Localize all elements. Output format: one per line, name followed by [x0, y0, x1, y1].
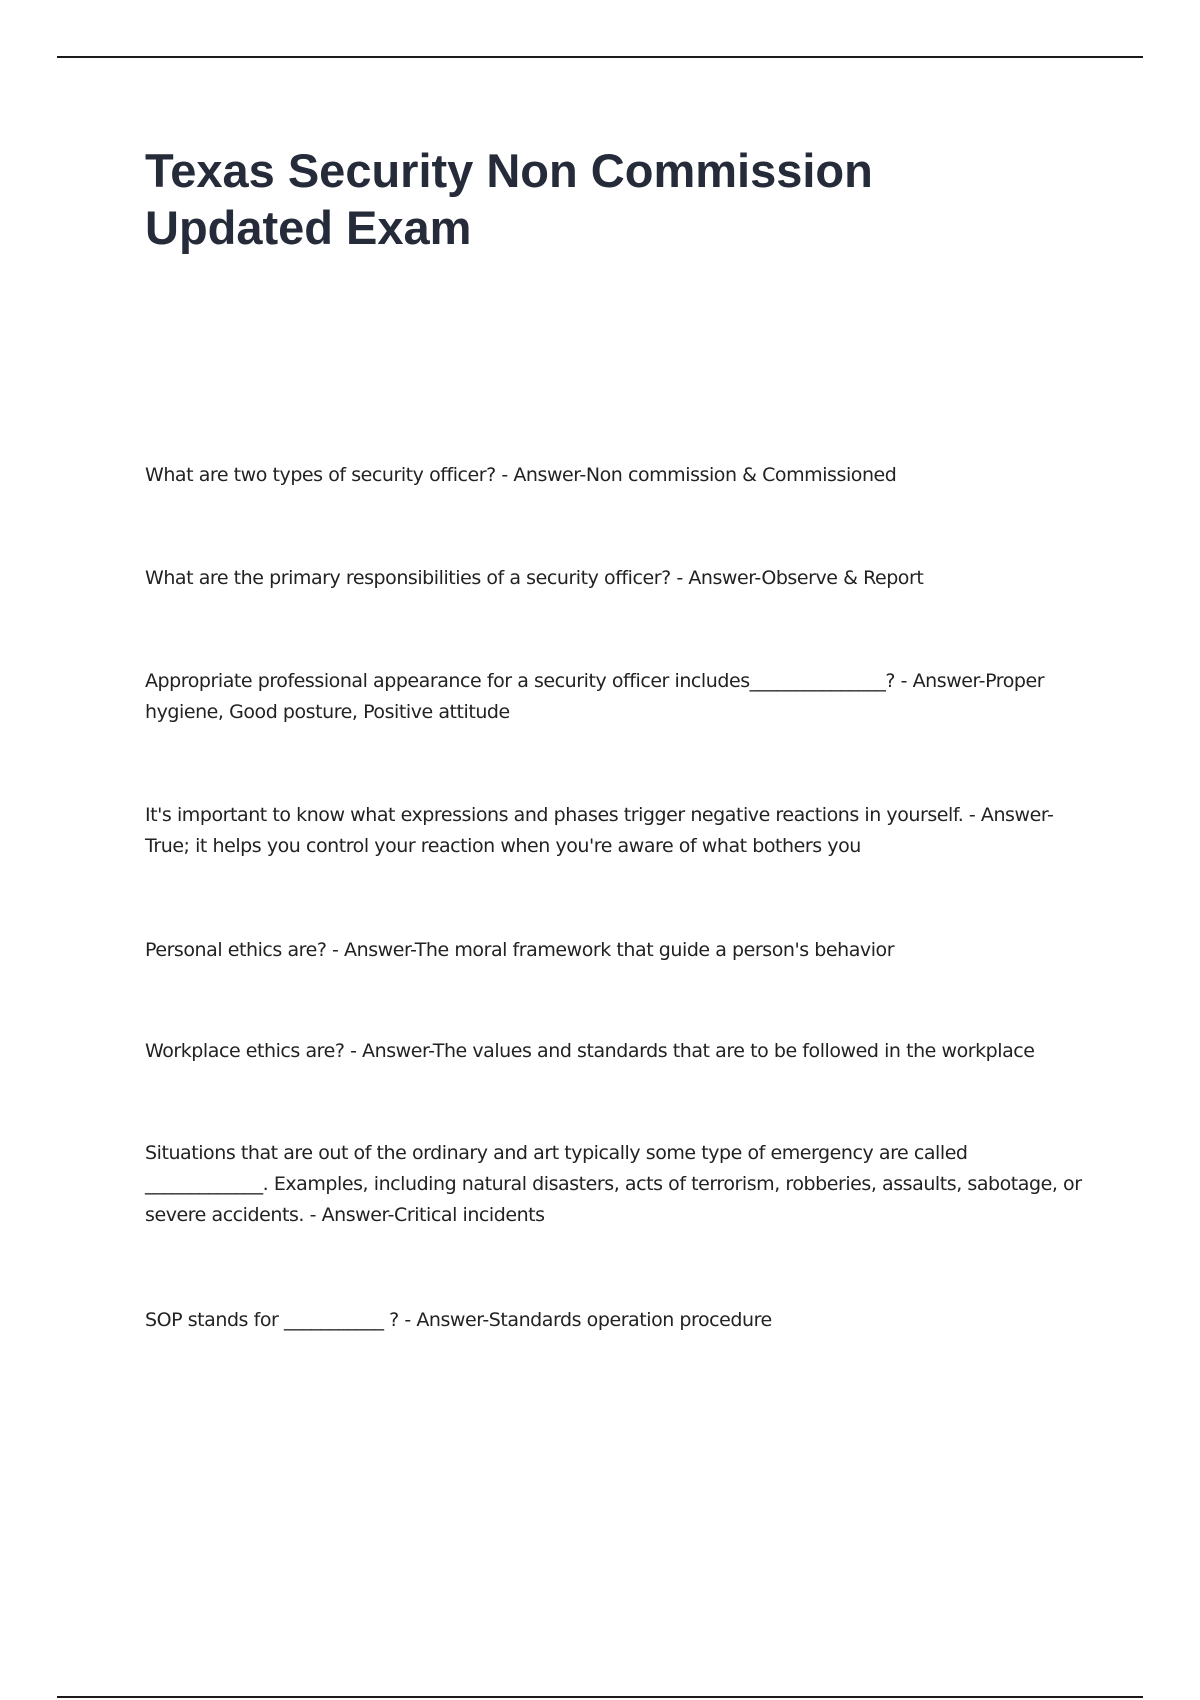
question-answer-4: It's important to know what expressions and phases trigger negative reactions in yourself. - Answer-True; it helps you control your reaction when you're aware of what bothers you: [145, 804, 1054, 857]
question-answer-1: What are two types of security officer? - Answer-Non commission & Commissioned: [145, 464, 897, 486]
bottom-divider: [57, 1696, 1143, 1698]
question-answer-8: SOP stands for ___________ ? - Answer-Standards operation procedure: [145, 1309, 772, 1331]
top-divider: [57, 56, 1143, 58]
question-answer-2: What are the primary responsibilities of a security officer? - Answer-Observe & Report: [145, 567, 924, 589]
document-title: Texas Security Non Commission Updated Exam: [145, 144, 873, 254]
question-answer-6: Workplace ethics are? - Answer-The values and standards that are to be followed in the workplace: [145, 1040, 1035, 1062]
question-answer-7: Situations that are out of the ordinary and art typically some type of emergency are called _____________. Examples, including natural disasters, acts of terrorism, robberies, assaults, sabotage, or severe accidents. - Answer-Critical incidents: [145, 1142, 1082, 1226]
question-answer-3: Appropriate professional appearance for a security officer includes_______________? - Answer-Proper hygiene, Good posture, Positive attitude: [145, 670, 1045, 723]
question-answer-5: Personal ethics are? - Answer-The moral framework that guide a person's behavior: [145, 939, 895, 961]
